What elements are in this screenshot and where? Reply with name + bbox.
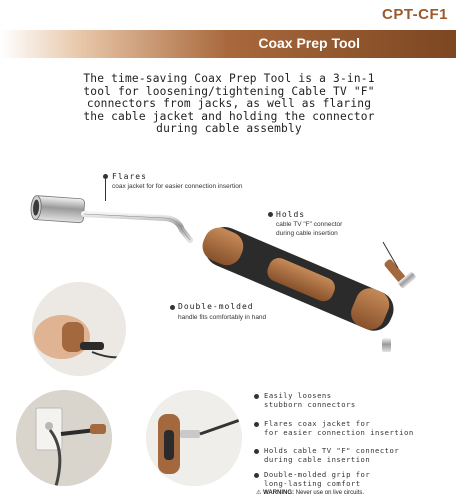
bullet-item (264, 470, 370, 488)
callout-line (105, 179, 106, 201)
bullet-dot (254, 422, 259, 427)
callout-molded-title: Double-molded (178, 302, 254, 311)
bullet-item (264, 391, 356, 409)
headline-line: connectors from jacks, as well as flaring (86, 97, 372, 110)
bullet-line: Easily loosens (264, 391, 332, 400)
bullet-dot (254, 473, 259, 478)
bullet-line: stubborn connectors (264, 400, 356, 409)
bullet-line: Flares coax jacket for (264, 419, 371, 428)
callout-molded-text: handle fits comfortably in hand (178, 314, 267, 321)
callout-holds-title: Holds (276, 210, 306, 219)
bullet-line: long-lasting comfort (264, 479, 361, 488)
photo-wall-jack (16, 390, 112, 486)
photo-tool-holding-connector (146, 390, 242, 486)
bullet-item (264, 446, 399, 464)
headline-line: during cable assembly (156, 122, 302, 135)
callout-dot-molded (170, 305, 175, 310)
warning-note (256, 489, 364, 496)
warning-icon: ⚠ (256, 490, 262, 496)
callout-flares-text: coax jacket for for easier connection insertion (112, 183, 243, 190)
warning-label: WARNING: (263, 490, 295, 496)
title-banner (0, 30, 456, 58)
model-number: CPT-CF1 (381, 6, 448, 23)
callout-holds-text-2: during cable insertion (276, 230, 338, 237)
warning-text: Never use on live circuits. (295, 490, 365, 496)
callout-holds-text-1: cable TV "F" connector (276, 221, 343, 228)
headline-line: the cable jacket and holding the connector (83, 109, 375, 123)
bullet-line: Double-molded grip for (264, 470, 371, 479)
headline-line: The time-saving Coax Prep Tool is a 3-in-1 (83, 72, 375, 85)
headline-line: tool for loosening/tightening Cable TV "F" (83, 84, 375, 98)
callout-dot-holds (268, 212, 273, 217)
bullet-dot (254, 449, 259, 454)
bullet-line: Holds cable TV "F" connector (264, 446, 400, 455)
headline (16, 73, 442, 136)
callout-flares-title: Flares (112, 172, 147, 181)
bullet-item (264, 419, 414, 437)
photo-hand-holding-tool (32, 282, 126, 376)
banner-title: Coax Prep Tool (258, 35, 360, 51)
bullet-dot (254, 394, 259, 399)
bullet-line: during cable insertion (264, 455, 371, 464)
bullet-line: for easier connection insertion (264, 428, 414, 437)
socket-tube (30, 195, 85, 223)
